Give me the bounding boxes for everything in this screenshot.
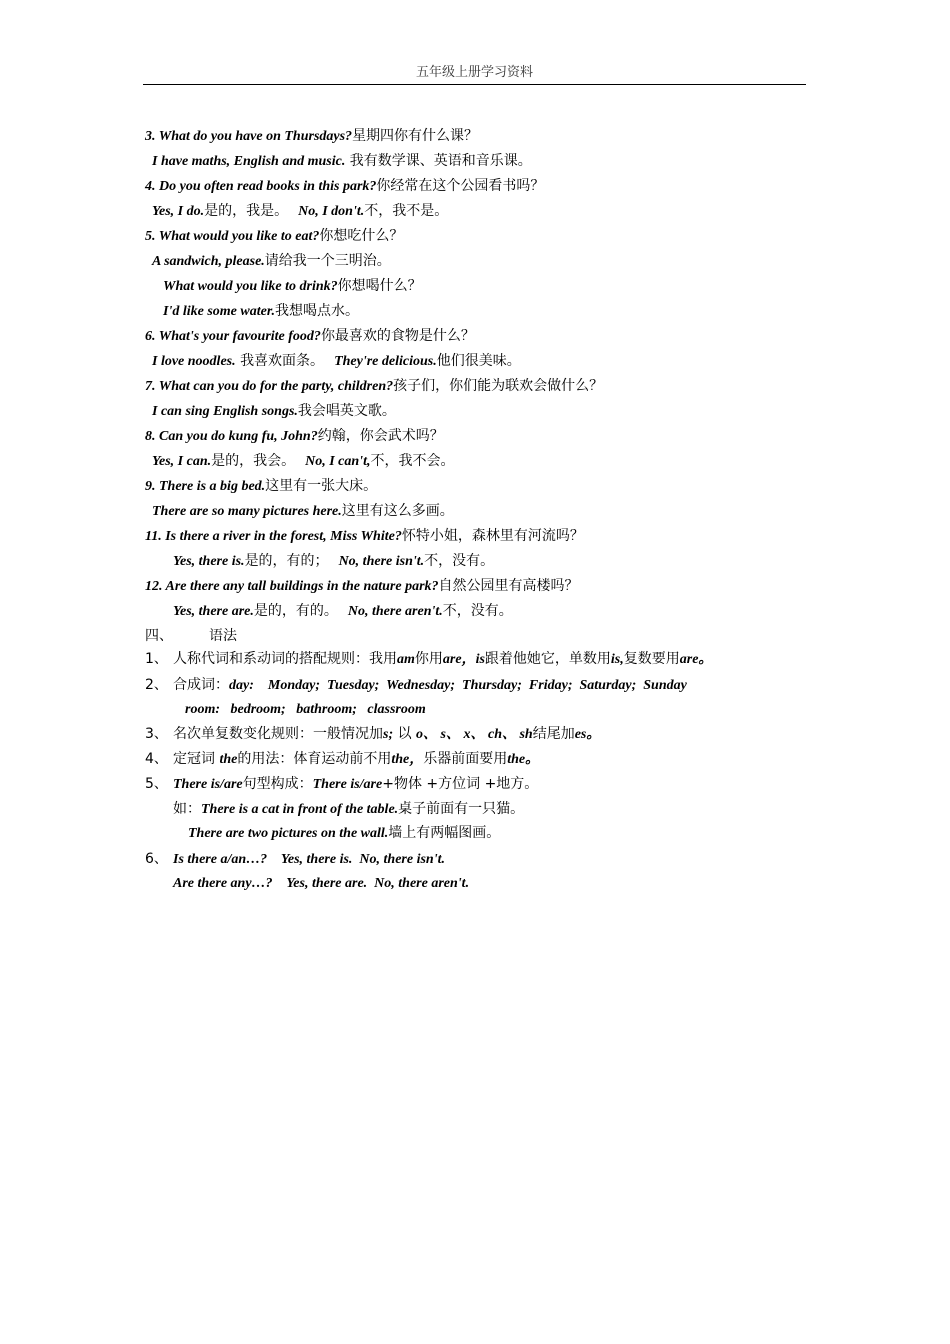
- grammar-example-2: [188, 823, 500, 844]
- qa-en: There are so many pictures here.: [152, 504, 342, 519]
- qa-line: [173, 551, 494, 572]
- rule-term: There is/are: [173, 777, 243, 792]
- item-number: 3、: [145, 726, 168, 742]
- qa-line: [152, 151, 532, 172]
- qa-en: No, there isn't.: [338, 554, 425, 569]
- grammar-item-4: [145, 749, 539, 770]
- qa-en: 5. What would you like to eat?: [145, 229, 320, 244]
- qa-zh: 你想吃什么？: [319, 228, 404, 244]
- rule-text: 定冠词: [173, 751, 215, 767]
- qa-zh: 不，我不会。: [370, 453, 455, 469]
- qa-en: I love noodles.: [152, 354, 236, 369]
- rule-term: o、 s、 x、 ch、 sh: [416, 727, 533, 742]
- qa-line: [145, 476, 377, 497]
- qa-en: 11. Is there a river in the forest, Miss White?: [145, 529, 402, 544]
- section-title: 语法: [209, 628, 237, 644]
- qa-zh: 不，没有。: [424, 553, 495, 569]
- rule-text: 乐器前面要用: [423, 751, 508, 767]
- rule-text: 句型构成：: [242, 776, 313, 792]
- grammar-item-6-line2: [173, 873, 469, 894]
- rule-text: 合成词：: [173, 677, 229, 693]
- qa-line: [145, 326, 475, 347]
- rule-term: is,: [610, 652, 624, 667]
- qa-line: [163, 301, 359, 322]
- example-zh: 桌子前面有一只猫。: [398, 801, 525, 817]
- example-en: There are two pictures on the wall.: [188, 826, 389, 841]
- qa-en: I can sing English songs.: [152, 404, 298, 419]
- qa-line: [145, 126, 478, 147]
- grammar-item-3: [145, 724, 600, 745]
- section-number: 四、: [145, 628, 173, 644]
- qa-en: I'd like some water.: [163, 304, 275, 319]
- example-en: There is a cat in front of the table.: [201, 802, 399, 817]
- rule-term: are，: [442, 652, 476, 667]
- qa-en: No, I don't.: [298, 204, 365, 219]
- qa-en: Yes, there are.: [173, 604, 254, 619]
- rule-text: 复数要用: [623, 651, 680, 667]
- qa-zh: 我喜欢面条。: [240, 353, 325, 369]
- qa-en: Yes, I can.: [152, 454, 212, 469]
- page-header: [143, 64, 806, 85]
- rule-text: +物体 +方位词 +地方。: [382, 776, 539, 792]
- qa-zh: 请给我一个三明治。: [264, 253, 391, 269]
- qa-line: [152, 401, 396, 422]
- qa-line: [152, 501, 454, 522]
- qa-en: Yes, I do.: [152, 204, 205, 219]
- qa-line: [163, 276, 422, 297]
- example-zh: 墙上有两幅图画。: [388, 825, 501, 841]
- rule-term: the: [219, 752, 238, 767]
- rule-term: Are there any…? Yes, there are. No, there aren't.: [173, 876, 470, 891]
- qa-zh: 我有数学课、英语和音乐课。: [349, 153, 532, 169]
- grammar-example-1: [173, 799, 524, 820]
- qa-zh: 不，没有。: [442, 603, 513, 619]
- grammar-item-2-room: [185, 699, 426, 720]
- rule-term: the。: [507, 752, 540, 767]
- qa-en: Yes, there is.: [173, 554, 245, 569]
- qa-zh: 是的，有的。: [253, 603, 338, 619]
- rule-term: Is there a/an…? Yes, there is. No, there isn't.: [173, 852, 445, 867]
- qa-line: [152, 251, 391, 272]
- qa-en: A sandwich, please.: [152, 254, 265, 269]
- item-number: 6、: [145, 851, 168, 867]
- grammar-item-6: [145, 849, 445, 870]
- qa-line: [173, 601, 513, 622]
- rule-text: 跟着他她它，单数用: [484, 651, 611, 667]
- qa-zh: 怀特小姐，森林里有河流吗？: [401, 528, 584, 544]
- qa-line: [152, 451, 454, 472]
- qa-zh: 我会唱英文歌。: [297, 403, 396, 419]
- qa-zh: 你想喝什么？: [337, 278, 422, 294]
- rule-term: s;: [383, 727, 394, 742]
- qa-zh: 星期四你有什么课？: [352, 128, 479, 144]
- qa-line: [152, 351, 521, 372]
- qa-zh: 是的，我是。: [204, 203, 289, 219]
- rule-term: day: Monday; Tuesday; Wednesday; Thursday; Friday; Saturday; Sunday: [229, 678, 687, 693]
- qa-en: 8. Can you do kung fu, John?: [145, 429, 318, 444]
- qa-zh: 这里有一张大床。: [265, 478, 378, 494]
- header-title: 五年级上册学习资料: [415, 65, 533, 80]
- grammar-heading: [145, 626, 237, 646]
- rule-text: 的用法：体育运动前不用: [237, 751, 392, 767]
- rule-text: 以: [397, 726, 412, 742]
- qa-line: [145, 226, 403, 247]
- example-label: 如：: [173, 801, 201, 817]
- qa-en: 3. What do you have on Thursdays?: [145, 129, 353, 144]
- qa-en: I have maths, English and music.: [152, 154, 346, 169]
- qa-en: No, there aren't.: [347, 604, 443, 619]
- qa-en: 9. There is a big bed.: [145, 479, 266, 494]
- item-number: 1、: [145, 651, 168, 667]
- qa-line: [145, 526, 584, 547]
- qa-line: [145, 426, 444, 447]
- rule-term: There is/are: [312, 777, 383, 792]
- qa-line: [145, 176, 544, 197]
- grammar-item-1: [145, 649, 712, 670]
- grammar-item-2: [145, 675, 687, 696]
- qa-zh: 不，我不是。: [364, 203, 449, 219]
- qa-line: [152, 201, 448, 222]
- qa-zh: 孩子们，你们能为联欢会做什么？: [393, 378, 604, 394]
- qa-zh: 是的，我会。: [211, 453, 296, 469]
- item-number: 4、: [145, 751, 168, 767]
- rule-text: 人称代词和系动词的搭配规则：我用: [173, 651, 397, 667]
- qa-zh: 是的，有的；: [244, 553, 329, 569]
- qa-zh: 我想喝点水。: [275, 303, 359, 319]
- qa-zh: 自然公园里有高楼吗？: [438, 578, 579, 594]
- qa-en: They're delicious.: [334, 354, 437, 369]
- qa-line: [145, 376, 603, 397]
- qa-en: 4. Do you often read books in this park?: [145, 179, 377, 194]
- rule-text: 结尾加: [532, 726, 575, 742]
- rule-term: is: [475, 652, 485, 667]
- rule-term: room: bedroom; bathroom; classroom: [185, 702, 426, 717]
- rule-text: 名次单复数变化规则：一般情况加: [173, 726, 383, 742]
- rule-term: am: [397, 652, 415, 667]
- qa-en: 6. What's your favourite food?: [145, 329, 321, 344]
- qa-zh: 这里有这么多画。: [341, 503, 454, 519]
- item-number: 5、: [145, 776, 168, 792]
- qa-en: What would you like to drink?: [163, 279, 338, 294]
- rule-term: are。: [679, 652, 713, 667]
- rule-term: the，: [391, 752, 424, 767]
- qa-zh: 你经常在这个公园看书吗？: [376, 178, 545, 194]
- grammar-item-5: [145, 774, 538, 795]
- item-number: 2、: [145, 677, 168, 693]
- qa-zh: 他们很美味。: [436, 353, 521, 369]
- qa-en: 12. Are there any tall buildings in the nature park?: [145, 579, 439, 594]
- rule-text: 你用: [414, 651, 443, 667]
- rule-term: es。: [574, 727, 601, 742]
- qa-zh: 约翰，你会武术吗？: [317, 428, 444, 444]
- qa-en: No, I can't,: [305, 454, 371, 469]
- qa-en: 7. What can you do for the party, children?: [145, 379, 394, 394]
- qa-line: [145, 576, 579, 597]
- qa-zh: 你最喜欢的食物是什么？: [320, 328, 475, 344]
